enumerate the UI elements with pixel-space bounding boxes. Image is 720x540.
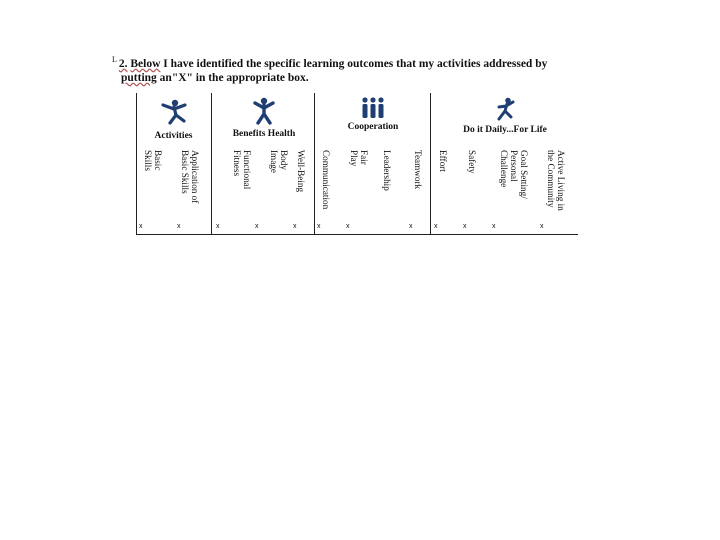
column-label: Functional Fitness: [232, 150, 252, 190]
running-figure-icon: [493, 97, 517, 121]
instruction-marker: L: [112, 55, 117, 64]
column-label: Fair Play: [349, 150, 369, 167]
column-label: Active Living in the Community: [546, 150, 566, 211]
column-active-living: [546, 150, 568, 250]
mark-cell: x: [177, 223, 181, 230]
mark-cell: x: [492, 223, 496, 230]
column-label: Teamwork: [413, 150, 423, 190]
group-label: Do it Daily...For Life: [463, 125, 547, 135]
column-leadership: [382, 150, 396, 250]
group-divider: [430, 93, 431, 235]
group-divider: [314, 93, 315, 235]
column-label: Leadership: [382, 150, 392, 191]
mark-cell: x: [216, 223, 220, 230]
group-label: Benefits Health: [232, 129, 296, 139]
column-functional-fitness: [232, 150, 254, 250]
group-do-it-daily: [432, 97, 578, 135]
column-teamwork: [413, 150, 427, 250]
group-label: Activities: [154, 131, 193, 141]
mark-cell: x: [346, 223, 350, 230]
instruction-word-below: Below: [130, 57, 161, 70]
column-application-basic-skills: [180, 150, 202, 250]
column-label: Communication: [321, 150, 331, 210]
mark-cell: x: [317, 223, 321, 230]
instruction-number: 2.: [118, 57, 128, 70]
mark-cell: x: [463, 223, 467, 230]
column-body-image: [269, 150, 291, 250]
column-communication: [321, 150, 335, 250]
column-label: Safety: [467, 150, 477, 174]
group-divider: [211, 93, 212, 235]
group-of-three-figures-icon: [359, 96, 387, 120]
column-label: Well-Being: [296, 150, 306, 193]
column-effort: [438, 150, 452, 250]
group-activities: [136, 99, 211, 141]
column-label: Goal Setting/ Personal Challenge: [499, 150, 529, 199]
instruction-word-putting: putting: [121, 71, 157, 84]
column-label: Body Image: [269, 150, 289, 173]
column-safety: [467, 150, 481, 250]
mark-cell: x: [409, 223, 413, 230]
learning-outcomes-table: [136, 93, 578, 235]
standing-figure-icon: [252, 97, 276, 125]
column-basic-skills: [143, 150, 163, 250]
column-goal-setting: [499, 150, 531, 250]
column-label: Effort: [438, 150, 448, 172]
instruction-line1: I have identified the specific learning outcomes that my activities addressed by: [160, 57, 548, 70]
mark-cell: x: [434, 223, 438, 230]
mark-cell: x: [139, 223, 143, 230]
column-label: Application of Basic Skills: [180, 150, 200, 204]
column-label: Basic Skills: [143, 150, 163, 171]
instruction-line2: an"X" in the appropriate box.: [156, 71, 309, 84]
group-benefits-health: [214, 97, 314, 139]
group-cooperation: [316, 96, 430, 132]
column-fair-play: [349, 150, 371, 250]
mark-cell: x: [540, 223, 544, 230]
mark-cell: x: [255, 223, 259, 230]
column-well-being: [296, 150, 310, 250]
group-label: Cooperation: [347, 122, 399, 132]
jumping-figure-icon: [161, 99, 187, 125]
instruction-text: [112, 53, 582, 85]
mark-cell: x: [293, 223, 297, 230]
